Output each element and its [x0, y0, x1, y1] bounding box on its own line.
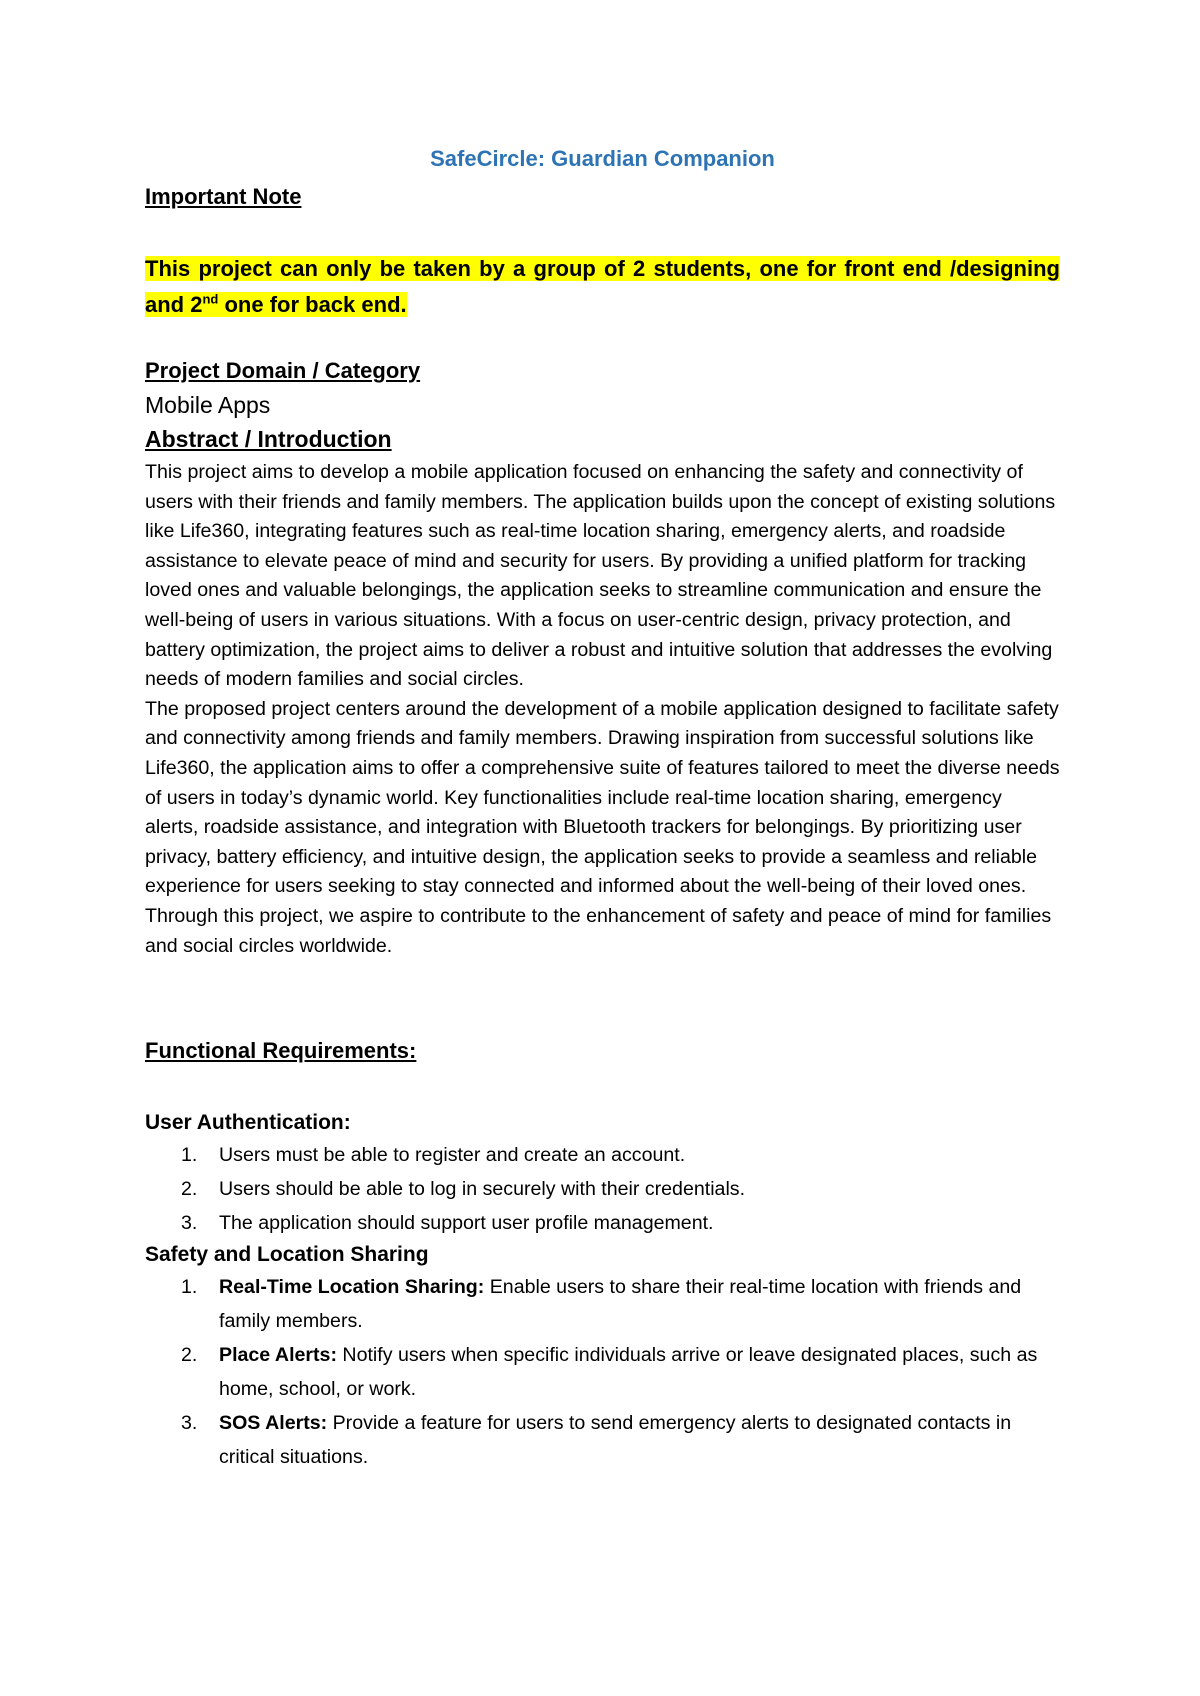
list-item — [145, 1138, 1060, 1172]
note-text-before-sup: This project can only be taken by a group of 2 students, one for front end /designing and 2 — [145, 256, 1060, 317]
list-item-text: Enable users to share their real-time location with friends and family members. — [219, 1276, 1022, 1333]
list-item-term: Real-Time Location Sharing: — [219, 1276, 485, 1299]
list-item-term: Place Alerts: — [219, 1344, 337, 1367]
safety-location-heading: Safety and Location Sharing — [145, 1243, 429, 1267]
abstract-paragraph-1: This project aims to develop a mobile application focused on enhancing the safety and connectivity of users with their friends and family members. The application builds upon the concept of existing solutions like Life360, integrating features such as real-time location sharing, emergency alerts, and roadside assistance to elevate peace of mind and security for users. By providing a unified platform for tracking loved ones and valuable belongings, the application seeks to streamline communication and ensure the well-being of users in various situations. With a focus on user-centric design, privacy protection, and battery optimization, the project aims to deliver a robust and intuitive solution that addresses the evolving needs of modern families and social circles. — [145, 461, 1056, 691]
functional-requirements-heading: Functional Requirements: — [145, 1038, 417, 1064]
abstract-heading: Abstract / Introduction — [145, 426, 392, 452]
important-note-heading: Important Note — [145, 184, 302, 209]
user-authentication-heading: User Authentication: — [145, 1111, 351, 1135]
list-item — [145, 1338, 1060, 1406]
list-number: 2. — [181, 1344, 198, 1367]
note-text-after-sup: one for back end. — [218, 292, 407, 317]
highlighted-note — [145, 256, 1060, 317]
project-domain-heading: Project Domain / Category — [145, 358, 421, 383]
list-item — [145, 1206, 1060, 1240]
document-title: SafeCircle: Guardian Companion — [430, 146, 775, 171]
list-item-text: Notify users when specific individuals arrive or leave designated places, such as home, school, or work. — [219, 1344, 1038, 1401]
list-number: 1. — [181, 1144, 198, 1167]
list-number: 3. — [181, 1412, 198, 1435]
abstract-paragraph-2: The proposed project centers around the development of a mobile application designed to facilitate safety and connectivity among friends and family members. Drawing inspiration from successful solutions like Life360, the application aims to offer a comprehensive suite of features tailored to meet the diverse needs of users in today’s dynamic world. Key functionalities include real-time location sharing, emergency alerts, roadside assistance, and integration with Bluetooth trackers for belongings. By prioritizing user privacy, battery efficiency, and intuitive design, the application seeks to provide a seamless and reliable experience for users seeking to stay connected and informed about the well-being of their loved ones. Through this project, we aspire to contribute to the enhancement of safety and peace of mind for families and social circles worldwide. — [145, 697, 1060, 957]
list-item-text: Provide a feature for users to send emergency alerts to designated contacts in critical situations. — [219, 1412, 1012, 1469]
list-number: 3. — [181, 1212, 198, 1235]
list-number: 2. — [181, 1178, 198, 1201]
list-item — [145, 1270, 1060, 1338]
user-authentication-list — [145, 1138, 1060, 1240]
list-number: 1. — [181, 1276, 198, 1299]
list-item-text: The application should support user profile management. — [219, 1212, 714, 1235]
important-note-text — [145, 251, 1060, 323]
list-item-text: Users should be able to log in securely with their credentials. — [219, 1178, 746, 1201]
list-item-term: SOS Alerts: — [219, 1412, 328, 1435]
list-item — [145, 1406, 1060, 1474]
safety-location-list — [145, 1270, 1060, 1474]
document-content — [145, 144, 1060, 1474]
list-item-text: Users must be able to register and create an account. — [219, 1144, 686, 1167]
project-domain-value: Mobile Apps — [145, 392, 271, 418]
list-item — [145, 1172, 1060, 1206]
note-superscript: nd — [202, 291, 219, 307]
